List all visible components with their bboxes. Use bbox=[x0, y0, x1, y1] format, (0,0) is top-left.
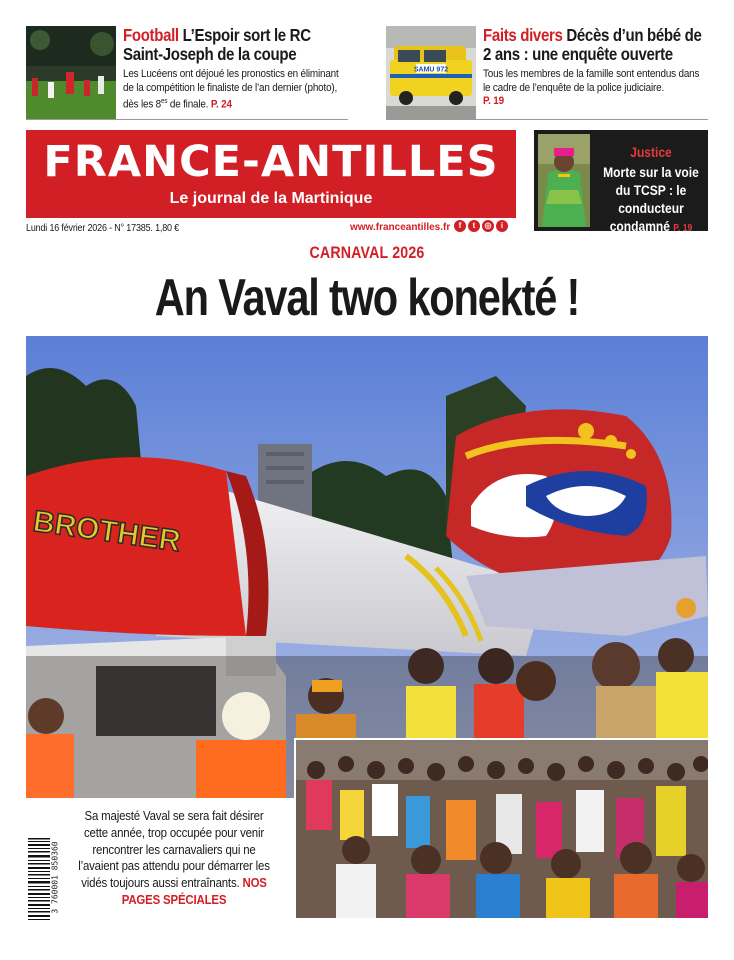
football-photo bbox=[26, 26, 116, 120]
photo-caption bbox=[75, 808, 272, 909]
faits-divers-page-link[interactable]: P. 19 bbox=[483, 95, 504, 107]
float-brother-label: BROTHER bbox=[31, 504, 183, 559]
facebook-icon[interactable]: f bbox=[454, 220, 466, 232]
social-links bbox=[454, 220, 508, 232]
samu-vehicle-label: SAMU 972 bbox=[413, 66, 449, 74]
faits-divers-headline bbox=[483, 26, 707, 64]
teaser-justice[interactable] bbox=[534, 130, 708, 234]
twitter-icon[interactable]: t bbox=[468, 220, 480, 232]
barcode-number: 3 760001 850360 bbox=[50, 841, 60, 914]
football-headline bbox=[123, 26, 347, 64]
caption-text: Sa majesté Vaval se sera fait désirer cette année, trop occupée pour venir rencontrer les carnavaliers qui ne l’avaient pas attendu pour démarrer les vidés toujours aussi entraînants. bbox=[78, 808, 270, 891]
issue-dateline: Lundi 16 février 2026 - N° 17385. 1,80 € bbox=[26, 223, 180, 234]
football-summary bbox=[123, 68, 348, 112]
teaser-football[interactable] bbox=[26, 26, 348, 120]
website-link[interactable]: www.franceantilles.fr bbox=[350, 222, 451, 233]
teaser-divider bbox=[26, 119, 348, 120]
masthead[interactable] bbox=[26, 130, 516, 218]
teaser-divider bbox=[386, 119, 708, 120]
masthead-subtitle: Le journal de la Martinique bbox=[169, 190, 373, 207]
justice-headline bbox=[602, 163, 700, 238]
football-body: Les Lucéens ont déjoué les pronostics en éliminant de la compétition le finaliste de l’an dernier (photo), dès les 8 bbox=[123, 68, 339, 111]
football-headline-text: L’Espoir sort le RC Saint-Joseph de la coupe bbox=[123, 25, 311, 64]
faits-divers-kicker: Faits divers bbox=[483, 25, 563, 45]
football-body-end: de finale. bbox=[167, 98, 209, 111]
faits-divers-headline-text: Décès d’un bébé de 2 ans : une enquête ouverte bbox=[483, 25, 702, 64]
samu-vehicle-photo bbox=[386, 26, 476, 120]
main-headline[interactable]: An Vaval two konekté ! bbox=[154, 269, 580, 327]
justice-portrait-photo bbox=[538, 134, 590, 227]
main-kicker: CARNAVAL 2026 bbox=[309, 244, 425, 262]
football-body-sup: es bbox=[161, 98, 168, 105]
special-pages-link[interactable]: NOS PAGES SPÉCIALES bbox=[121, 875, 267, 907]
justice-headline-text: Morte sur la voie du TCSP : le conducteur condamné bbox=[603, 164, 699, 234]
masthead-title: FRANCE-ANTILLES bbox=[43, 137, 499, 187]
instagram-icon[interactable]: ◎ bbox=[482, 220, 494, 232]
justice-kicker: Justice bbox=[630, 144, 672, 160]
teaser-faits-divers[interactable] bbox=[386, 26, 708, 120]
football-kicker: Football bbox=[123, 25, 179, 45]
football-page-link[interactable]: P. 24 bbox=[210, 98, 232, 111]
carnival-crowd-photo bbox=[294, 738, 708, 918]
barcode bbox=[26, 836, 52, 922]
faits-divers-body: Tous les membres de la famille sont entendus dans le cadre de l’enquête de la police judiciaire. bbox=[483, 68, 700, 94]
justice-page-link[interactable]: P. 19 bbox=[673, 223, 693, 234]
faits-divers-summary bbox=[483, 68, 708, 109]
linkedin-icon[interactable]: i bbox=[496, 220, 508, 232]
carnival-float-photo bbox=[26, 336, 708, 798]
